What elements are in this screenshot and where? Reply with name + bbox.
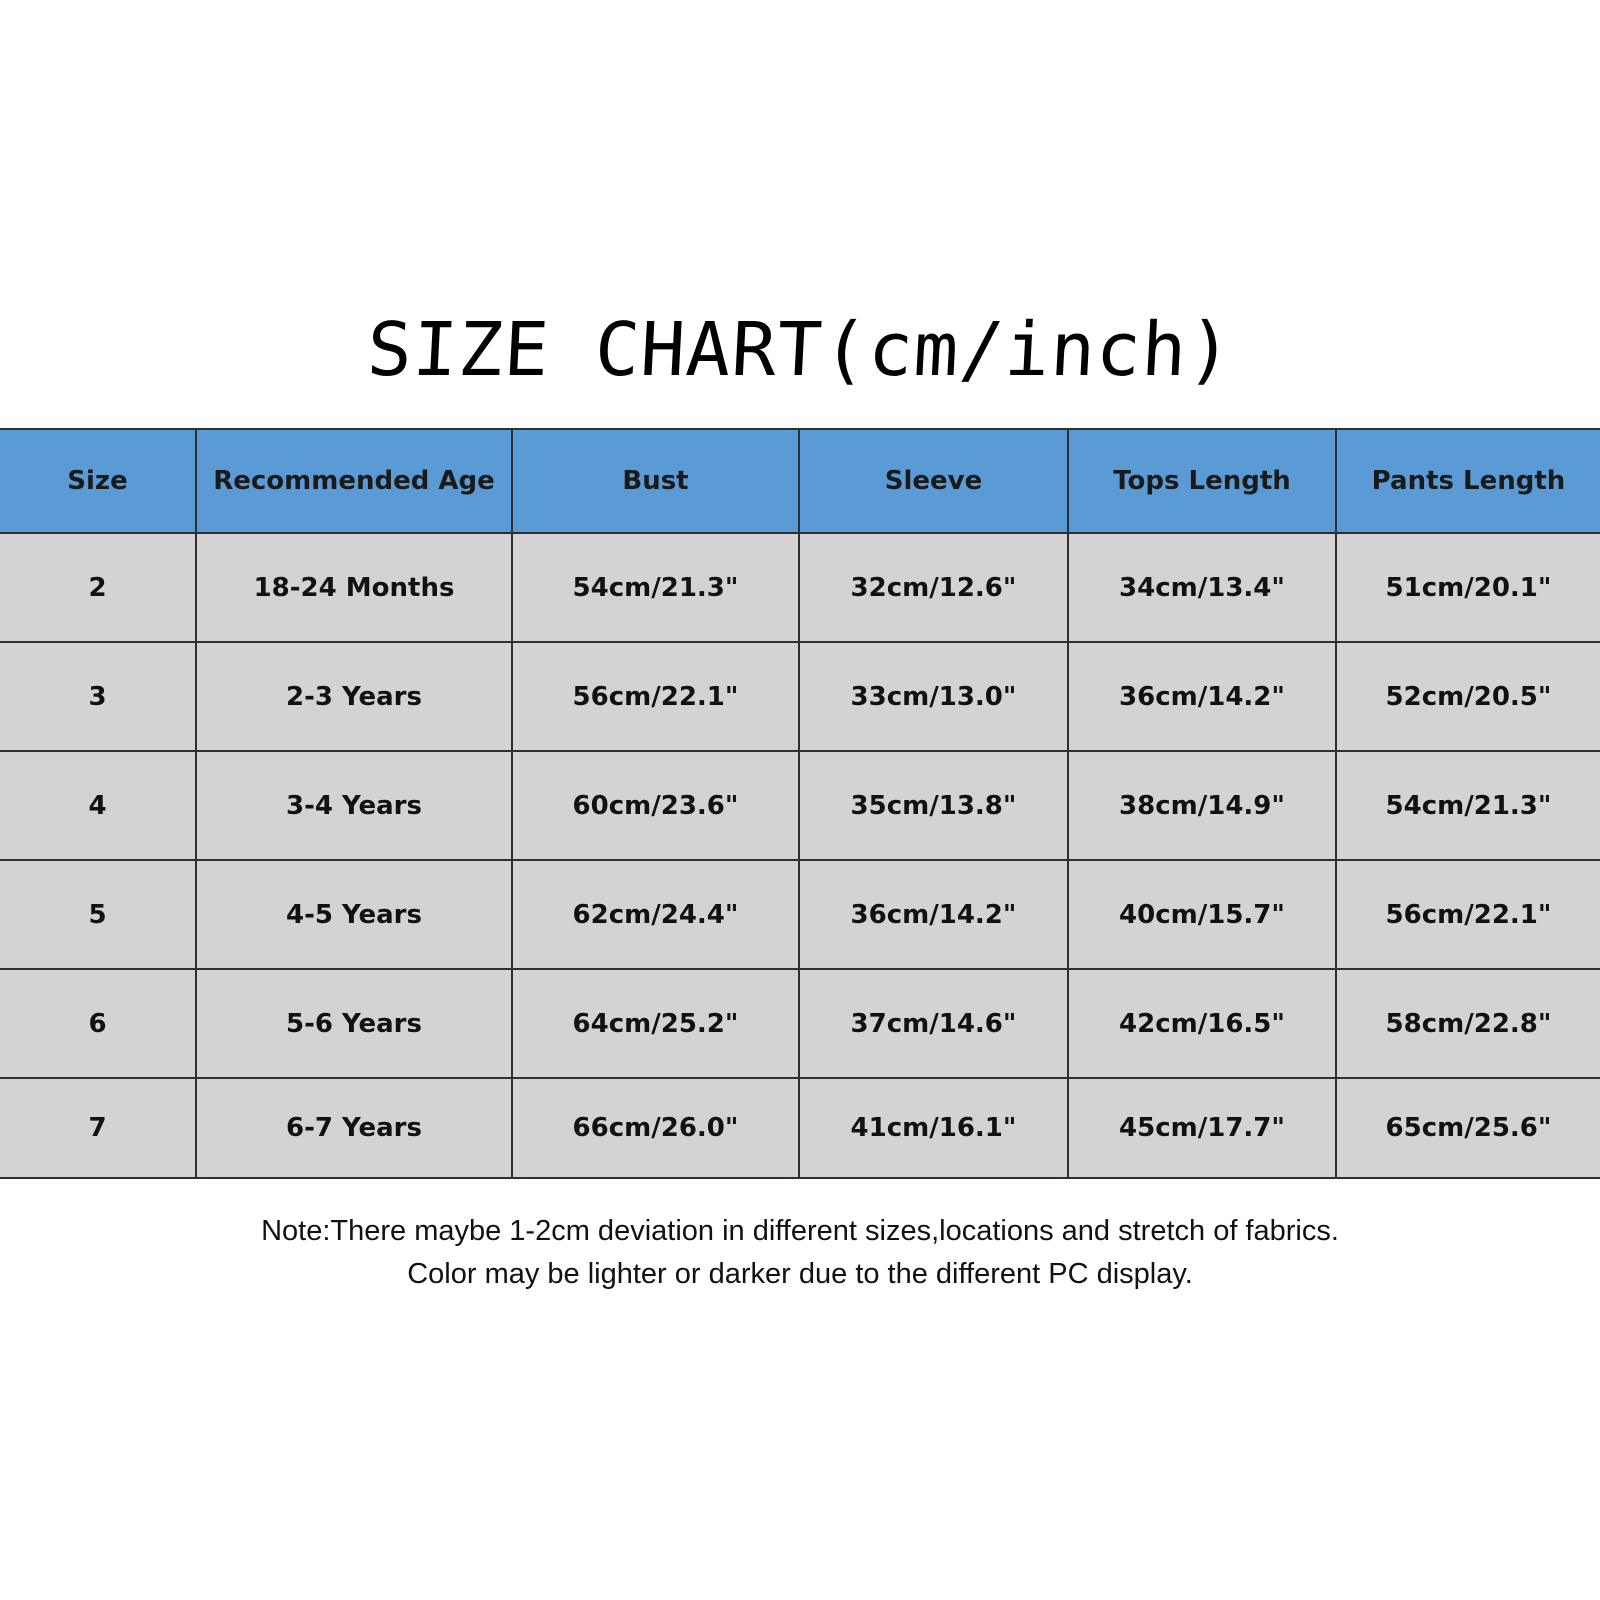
cell-age: 3-4 Years (196, 751, 512, 860)
table-row (0, 751, 1600, 860)
cell-age: 4-5 Years (196, 860, 512, 969)
cell-pants-length: 52cm/20.5" (1336, 642, 1600, 751)
cell-pants-length: 51cm/20.1" (1336, 533, 1600, 642)
cell-age: 2-3 Years (196, 642, 512, 751)
cell-bust: 56cm/22.1" (512, 642, 799, 751)
cell-age: 5-6 Years (196, 969, 512, 1078)
table-header-row (0, 429, 1600, 533)
cell-size: 4 (0, 751, 196, 860)
cell-tops-length: 45cm/17.7" (1068, 1078, 1336, 1178)
size-chart-table (0, 428, 1600, 1179)
cell-bust: 66cm/26.0" (512, 1078, 799, 1178)
table-row (0, 969, 1600, 1078)
cell-bust: 54cm/21.3" (512, 533, 799, 642)
cell-size: 2 (0, 533, 196, 642)
cell-tops-length: 42cm/16.5" (1068, 969, 1336, 1078)
cell-bust: 60cm/23.6" (512, 751, 799, 860)
table-row (0, 1078, 1600, 1178)
cell-size: 7 (0, 1078, 196, 1178)
header-bust: Bust (512, 429, 799, 533)
cell-sleeve: 33cm/13.0" (799, 642, 1068, 751)
cell-sleeve: 35cm/13.8" (799, 751, 1068, 860)
cell-bust: 64cm/25.2" (512, 969, 799, 1078)
cell-pants-length: 65cm/25.6" (1336, 1078, 1600, 1178)
cell-tops-length: 34cm/13.4" (1068, 533, 1336, 642)
note-line-color: Color may be lighter or darker due to the different PC display. (407, 1258, 1193, 1290)
table-row (0, 533, 1600, 642)
cell-tops-length: 38cm/14.9" (1068, 751, 1336, 860)
cell-sleeve: 41cm/16.1" (799, 1078, 1068, 1178)
header-tops-length: Tops Length (1068, 429, 1336, 533)
cell-pants-length: 58cm/22.8" (1336, 969, 1600, 1078)
table-row (0, 860, 1600, 969)
table-row (0, 642, 1600, 751)
size-chart-title: SIZE CHART(cm/inch) (364, 307, 1235, 393)
cell-pants-length: 54cm/21.3" (1336, 751, 1600, 860)
cell-size: 6 (0, 969, 196, 1078)
cell-sleeve: 32cm/12.6" (799, 533, 1068, 642)
cell-sleeve: 36cm/14.2" (799, 860, 1068, 969)
cell-size: 5 (0, 860, 196, 969)
cell-sleeve: 37cm/14.6" (799, 969, 1068, 1078)
cell-age: 18-24 Months (196, 533, 512, 642)
cell-tops-length: 36cm/14.2" (1068, 642, 1336, 751)
cell-size: 3 (0, 642, 196, 751)
header-pants-length: Pants Length (1336, 429, 1600, 533)
cell-pants-length: 56cm/22.1" (1336, 860, 1600, 969)
cell-tops-length: 40cm/15.7" (1068, 860, 1336, 969)
cell-bust: 62cm/24.4" (512, 860, 799, 969)
header-recommended-age: Recommended Age (196, 429, 512, 533)
note-line-deviation: Note:There maybe 1-2cm deviation in different sizes,locations and stretch of fabrics. (261, 1215, 1339, 1247)
header-size: Size (0, 429, 196, 533)
header-sleeve: Sleeve (799, 429, 1068, 533)
cell-age: 6-7 Years (196, 1078, 512, 1178)
size-note (0, 1210, 1600, 1296)
